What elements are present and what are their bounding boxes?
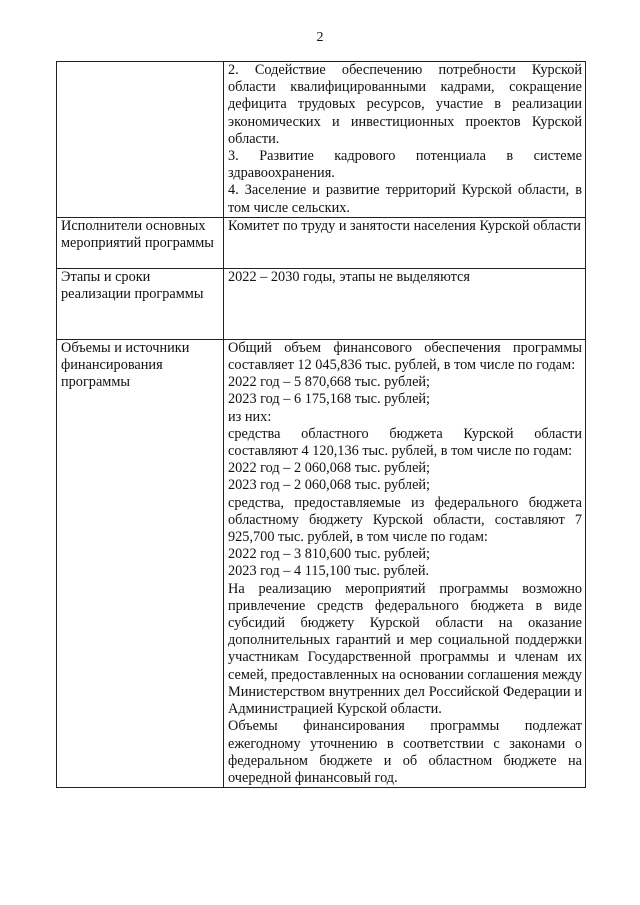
funding-adjustment-paragraph: Объемы финансирования программы подлежат ежегодному уточнению в соответствии с законами о федеральном бюджете и об областном бюджете на очередной финансовый год. bbox=[228, 718, 582, 786]
page-number: 2 bbox=[316, 30, 324, 45]
row-label: Этапы и сроки реализации программы bbox=[57, 268, 224, 339]
executors-paragraph: Комитет по труду и занятости населения Курской области bbox=[228, 217, 581, 234]
goal-3-paragraph: 3. Развитие кадрового потенциала в системе здравоохранения. bbox=[228, 148, 582, 182]
funding-line: 2023 год – 4 115,100 тыс. рублей. bbox=[228, 563, 430, 580]
goal-4-paragraph: 4. Заселение и развитие территорий Курской области, в том числе сельских. bbox=[228, 182, 582, 216]
row-label: Исполнители основных мероприятий программы bbox=[57, 217, 224, 268]
table-row-stages bbox=[57, 268, 586, 339]
funding-line: 2022 год – 3 810,600 тыс. рублей; bbox=[228, 546, 431, 563]
row-value bbox=[224, 339, 586, 787]
funding-total-paragraph: Общий объем финансового обеспечения программы составляет 12 045,836 тыс. рублей, в том числе по годам: bbox=[228, 339, 582, 374]
program-passport-table bbox=[56, 61, 586, 788]
funding-regional-paragraph: средства областного бюджета Курской области составляют 4 120,136 тыс. рублей, в том числе по годам: bbox=[228, 425, 582, 460]
table-row-funding bbox=[57, 339, 586, 787]
funding-line: 2022 год – 2 060,068 тыс. рублей; bbox=[228, 460, 431, 477]
funding-line: 2022 год – 5 870,668 тыс. рублей; bbox=[228, 374, 431, 391]
table-row-goals bbox=[57, 62, 586, 218]
goal-2-paragraph: 2. Содействие обеспечению потребности Курской области квалифицированными кадрами, сокращение дефицита трудовых ресурсов, участие в реализации экономических и инвестиционных проектов Курской области. bbox=[228, 62, 582, 147]
row-value bbox=[224, 268, 586, 339]
table-row-executors bbox=[57, 217, 586, 268]
row-value bbox=[224, 217, 586, 268]
funding-line: 2023 год – 2 060,068 тыс. рублей; bbox=[228, 477, 431, 494]
funding-line: 2023 год – 6 175,168 тыс. рублей; bbox=[228, 391, 431, 408]
funding-line: из них: bbox=[228, 408, 272, 425]
row-value bbox=[224, 62, 586, 218]
row-label bbox=[57, 62, 224, 218]
funding-federal-paragraph: средства, предоставляемые из федерального бюджета областному бюджету Курской области, составляют 7 925,700 тыс. рублей, в том числе по годам: bbox=[228, 494, 582, 546]
row-label: Объемы и источники финансирования программы bbox=[57, 339, 224, 787]
stages-paragraph: 2022 – 2030 годы, этапы не выделяются bbox=[228, 268, 470, 285]
funding-subsidies-paragraph: На реализацию мероприятий программы возможно привлечение средств федерального бюджета в виде субсидий бюджету Курской области на оказание дополнительных гарантий и мер социальной поддержки участникам Государственной программы и членам их семей, предоставленных на основании соглашения между Министерством внутренних дел Российской Федерации и Администрацией Курской области. bbox=[228, 580, 582, 718]
